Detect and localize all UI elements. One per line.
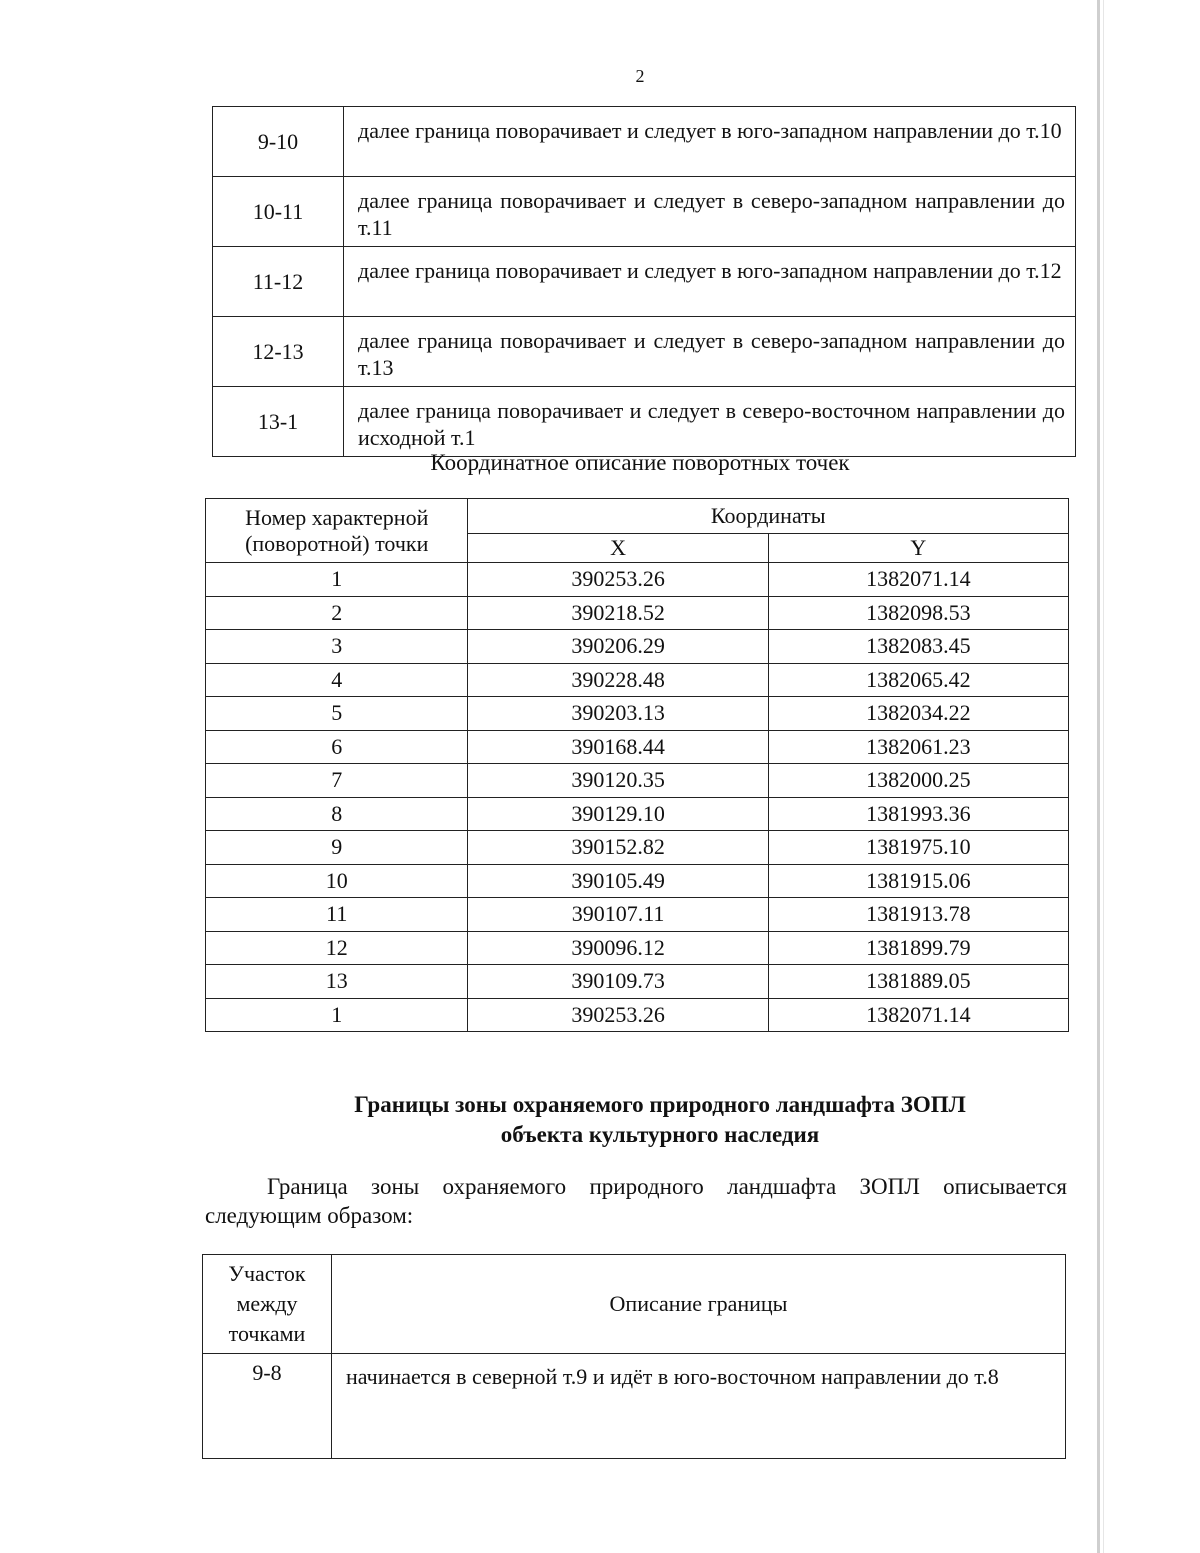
table-row xyxy=(206,730,1069,764)
table-row xyxy=(206,797,1069,831)
header-point-number: Номер характерной (поворотной) точки xyxy=(206,499,468,563)
description-cell: далее граница поворачивает и следует в северо-западном направлении до т.13 xyxy=(344,317,1076,387)
y-coordinate-cell: 1382083.45 xyxy=(768,630,1068,664)
x-coordinate-cell: 390109.73 xyxy=(468,965,768,999)
x-coordinate-cell: 390107.11 xyxy=(468,898,768,932)
y-coordinate-cell: 1382061.23 xyxy=(768,730,1068,764)
table-row xyxy=(206,931,1069,965)
x-coordinate-cell: 390218.52 xyxy=(468,596,768,630)
point-number-cell: 7 xyxy=(206,764,468,798)
y-coordinate-cell: 1381993.36 xyxy=(768,797,1068,831)
point-number-cell: 9 xyxy=(206,831,468,865)
boundary-description-table xyxy=(212,106,1076,457)
point-number-cell: 5 xyxy=(206,697,468,731)
header-coordinates: Координаты xyxy=(468,499,1069,534)
segment-cell: 9-8 xyxy=(203,1354,332,1459)
intro-paragraph: Граница зоны охраняемого природного ландшафта ЗОПЛ описывается следующим образом: xyxy=(205,1174,1067,1228)
table-row xyxy=(213,107,1076,177)
x-coordinate-cell: 390120.35 xyxy=(468,764,768,798)
table-row xyxy=(206,630,1069,664)
segment-cell: 13-1 xyxy=(213,387,344,457)
header-segment: Участок между точками xyxy=(203,1255,332,1354)
point-number-cell: 10 xyxy=(206,864,468,898)
y-coordinate-cell: 1381915.06 xyxy=(768,864,1068,898)
x-coordinate-cell: 390206.29 xyxy=(468,630,768,664)
x-coordinate-cell: 390129.10 xyxy=(468,797,768,831)
section-title-line2: объекта культурного наследия xyxy=(500,1122,820,1147)
header-x: X xyxy=(468,534,768,563)
point-number-cell: 11 xyxy=(206,898,468,932)
table-row xyxy=(213,387,1076,457)
x-coordinate-cell: 390168.44 xyxy=(468,730,768,764)
y-coordinate-cell: 1381975.10 xyxy=(768,831,1068,865)
table-row xyxy=(203,1354,1066,1459)
table-row xyxy=(206,998,1069,1032)
point-number-cell: 1 xyxy=(206,563,468,597)
point-number-cell: 6 xyxy=(206,730,468,764)
scan-edge-shadow-thin xyxy=(1103,0,1104,1553)
page-number: 2 xyxy=(635,66,645,86)
x-coordinate-cell: 390152.82 xyxy=(468,831,768,865)
table-row xyxy=(206,965,1069,999)
description-cell: далее граница поворачивает и следует в юго-западном направлении до т.10 xyxy=(344,107,1076,177)
table-row xyxy=(206,764,1069,798)
x-coordinate-cell: 390096.12 xyxy=(468,931,768,965)
section-title xyxy=(240,1090,1080,1150)
table-row xyxy=(213,177,1076,247)
zone-boundary-table xyxy=(202,1254,1066,1459)
table-row xyxy=(206,663,1069,697)
description-cell: далее граница поворачивает и следует в юго-западном направлении до т.12 xyxy=(344,247,1076,317)
x-coordinate-cell: 390253.26 xyxy=(468,563,768,597)
x-coordinate-cell: 390253.26 xyxy=(468,998,768,1032)
x-coordinate-cell: 390105.49 xyxy=(468,864,768,898)
description-cell: начинается в северной т.9 и идёт в юго-восточном направлении до т.8 xyxy=(332,1354,1066,1459)
point-number-cell: 8 xyxy=(206,797,468,831)
table-row xyxy=(206,596,1069,630)
header-description: Описание границы xyxy=(332,1255,1066,1354)
table-row xyxy=(206,831,1069,865)
header-y: Y xyxy=(768,534,1068,563)
x-coordinate-cell: 390228.48 xyxy=(468,663,768,697)
point-number-cell: 1 xyxy=(206,998,468,1032)
table-row xyxy=(213,317,1076,387)
section-title-line1: Границы зоны охраняемого природного ландшафта ЗОПЛ xyxy=(354,1092,966,1117)
y-coordinate-cell: 1382065.42 xyxy=(768,663,1068,697)
table-row xyxy=(206,697,1069,731)
y-coordinate-cell: 1382071.14 xyxy=(768,563,1068,597)
description-cell: далее граница поворачивает и следует в северо-западном направлении до т.11 xyxy=(344,177,1076,247)
y-coordinate-cell: 1382000.25 xyxy=(768,764,1068,798)
table-row xyxy=(206,898,1069,932)
point-number-cell: 12 xyxy=(206,931,468,965)
y-coordinate-cell: 1382098.53 xyxy=(768,596,1068,630)
point-number-cell: 3 xyxy=(206,630,468,664)
y-coordinate-cell: 1382034.22 xyxy=(768,697,1068,731)
segment-cell: 10-11 xyxy=(213,177,344,247)
y-coordinate-cell: 1381899.79 xyxy=(768,931,1068,965)
coordinates-table xyxy=(205,498,1069,1032)
description-cell: далее граница поворачивает и следует в северо-восточном направлении до исходной т.1 xyxy=(344,387,1076,457)
point-number-cell: 4 xyxy=(206,663,468,697)
table-row xyxy=(206,563,1069,597)
y-coordinate-cell: 1382071.14 xyxy=(768,998,1068,1032)
x-coordinate-cell: 390203.13 xyxy=(468,697,768,731)
segment-cell: 12-13 xyxy=(213,317,344,387)
point-number-cell: 13 xyxy=(206,965,468,999)
table-row xyxy=(206,864,1069,898)
segment-cell: 9-10 xyxy=(213,107,344,177)
point-number-cell: 2 xyxy=(206,596,468,630)
coordinates-caption: Координатное описание поворотных точек xyxy=(430,450,850,475)
y-coordinate-cell: 1381913.78 xyxy=(768,898,1068,932)
y-coordinate-cell: 1381889.05 xyxy=(768,965,1068,999)
segment-cell: 11-12 xyxy=(213,247,344,317)
scan-edge-shadow xyxy=(1097,0,1100,1553)
table-row xyxy=(213,247,1076,317)
